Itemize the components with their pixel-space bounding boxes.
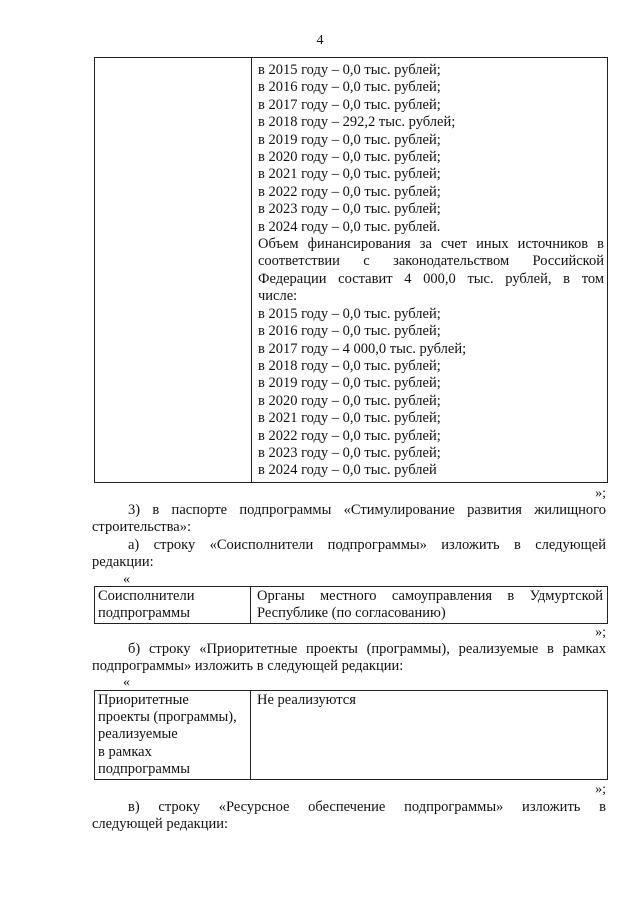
- priority-label-line: в рамках: [98, 743, 152, 760]
- item-b-paragraph: [92, 641, 606, 675]
- year-line: в 2023 году – 0,0 тыс. рублей;: [258, 201, 441, 218]
- opening-quote: «: [123, 675, 130, 690]
- coexecutors-label-line: Соисполнители: [98, 588, 195, 604]
- priority-projects-value: Не реализуются: [257, 692, 356, 708]
- year-line: в 2016 году – 0,0 тыс. рублей;: [258, 323, 441, 340]
- financing-paragraph-line: соответствии с законодательством Российской: [258, 253, 604, 270]
- priority-projects-label: [98, 692, 248, 778]
- item-b-line: б) строку «Приоритетные проекты (программы), реализуемые в рамках: [128, 641, 606, 657]
- year-line: в 2016 году – 0,0 тыс. рублей;: [258, 79, 441, 96]
- table-divider: [250, 690, 251, 780]
- priority-label-line: подпрограммы: [98, 760, 190, 777]
- year-line: в 2024 году – 0,0 тыс. рублей.: [258, 218, 441, 235]
- financing-paragraph-line: Объем финансирования за счет иных источников в: [258, 236, 604, 253]
- item-3-line: 3) в паспорте подпрограммы «Стимулирование развития жилищного: [128, 502, 606, 518]
- year-line: в 2021 году – 0,0 тыс. рублей;: [258, 410, 441, 427]
- year-line: в 2018 году – 0,0 тыс. рублей;: [258, 357, 441, 374]
- year-line: в 2022 году – 0,0 тыс. рублей;: [258, 427, 441, 444]
- page-number: 4: [316, 33, 324, 48]
- item-v-line: следующей редакции:: [92, 816, 229, 833]
- opening-quote: «: [123, 572, 130, 587]
- year-line: в 2015 году – 0,0 тыс. рублей;: [258, 305, 441, 322]
- item-v-line: в) строку «Ресурсное обеспечение подпрограммы» изложить в: [128, 799, 606, 815]
- closing-quote: »;: [595, 782, 606, 797]
- year-line: в 2020 году – 0,0 тыс. рублей;: [258, 392, 441, 409]
- item-3-paragraph: [92, 502, 606, 536]
- table-divider: [250, 586, 251, 624]
- year-line: в 2024 году – 0,0 тыс. рублей: [258, 462, 437, 479]
- year-line: в 2019 году – 0,0 тыс. рублей;: [258, 131, 441, 148]
- year-line: в 2019 году – 0,0 тыс. рублей;: [258, 375, 441, 392]
- coexecutors-label-line: подпрограммы: [98, 605, 190, 622]
- year-line: в 2022 году – 0,0 тыс. рублей;: [258, 183, 441, 200]
- item-a-line: редакции:: [92, 554, 154, 571]
- year-line: в 2017 году – 4 000,0 тыс. рублей;: [258, 340, 467, 357]
- year-line: в 2021 году – 0,0 тыс. рублей;: [258, 166, 441, 183]
- year-line: в 2017 году – 0,0 тыс. рублей;: [258, 96, 441, 113]
- year-line: в 2015 году – 0,0 тыс. рублей;: [258, 62, 441, 78]
- item-b-line: подпрограммы» изложить в следующей редакции:: [92, 658, 404, 675]
- coexecutors-label: [98, 588, 246, 622]
- year-line: в 2018 году – 292,2 тыс. рублей;: [258, 114, 456, 131]
- coexecutors-value-line: Органы местного самоуправления в Удмуртской: [257, 588, 603, 604]
- table-divider: [251, 57, 252, 483]
- closing-quote: »;: [595, 486, 606, 501]
- item-3-line: строительства»:: [92, 519, 191, 536]
- closing-quote: »;: [595, 625, 606, 640]
- item-v-paragraph: [92, 799, 606, 833]
- financing-cell: [258, 62, 604, 480]
- financing-paragraph-line: числе:: [258, 288, 298, 305]
- coexecutors-value: [257, 588, 603, 622]
- priority-label-line: проекты (программы),: [98, 709, 237, 726]
- priority-label-line: реализуемые: [98, 726, 178, 743]
- item-a-paragraph: [92, 537, 606, 571]
- year-line: в 2023 году – 0,0 тыс. рублей;: [258, 444, 441, 461]
- financing-paragraph-line: Федерации составит 4 000,0 тыс. рублей, в том: [258, 270, 604, 287]
- coexecutors-value-line: Республике (по согласованию): [257, 605, 446, 622]
- year-line: в 2020 году – 0,0 тыс. рублей;: [258, 149, 441, 166]
- item-a-line: а) строку «Соисполнители подпрограммы» изложить в следующей: [128, 537, 606, 553]
- priority-label-line: Приоритетные: [98, 692, 189, 708]
